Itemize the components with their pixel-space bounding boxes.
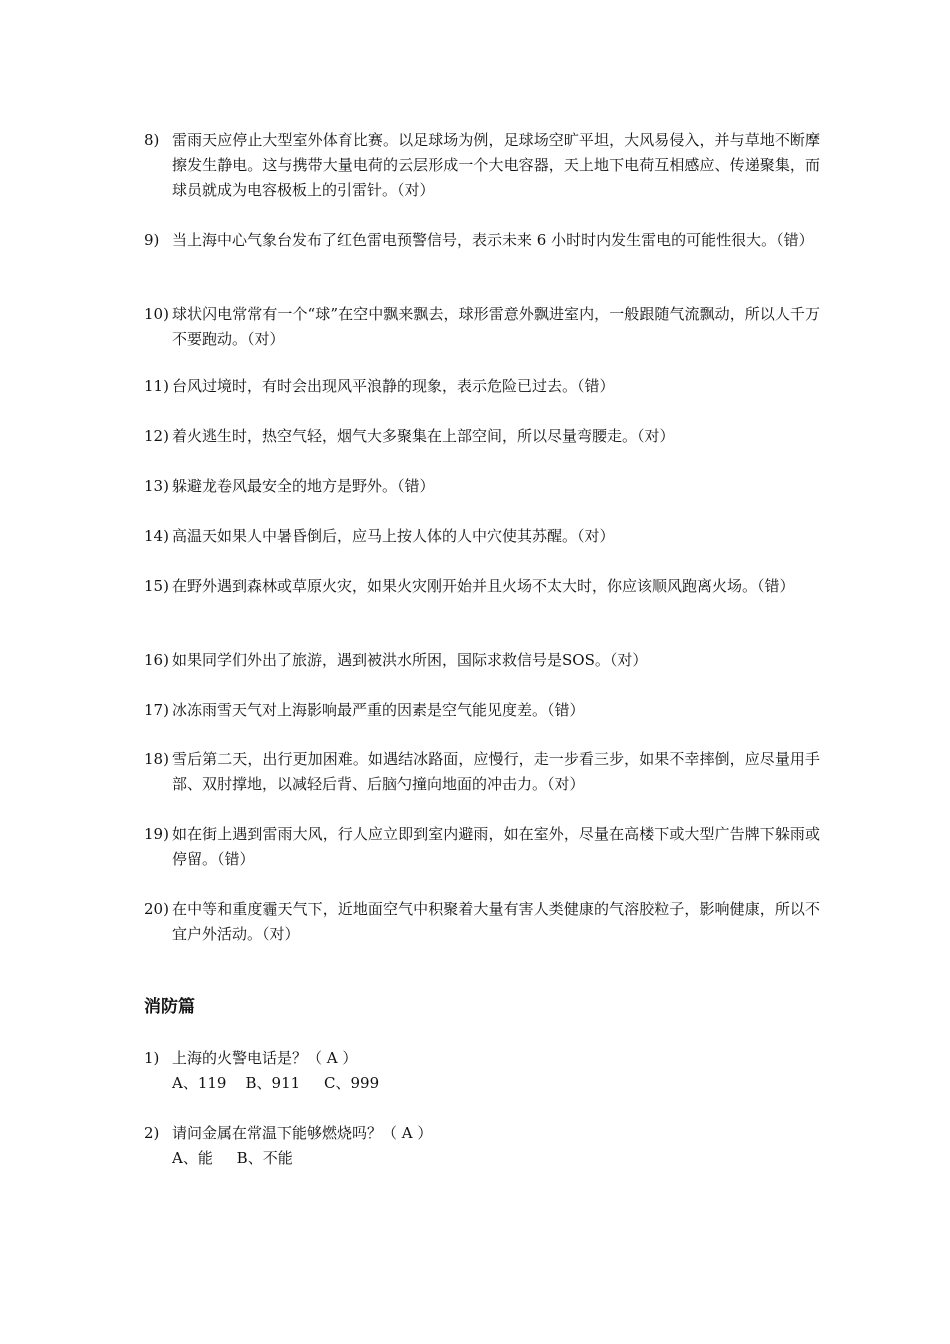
item-number: 1) xyxy=(144,1049,160,1067)
item-text: 在中等和重度霾天气下，近地面空气中积聚着大量有害人类健康的气溶胶粒子，影响健康，所以不宜户外活动。（对） xyxy=(172,900,820,943)
list-item xyxy=(144,897,820,947)
item-text: 雪后第二天，出行更加困难。如遇结冰路面，应慢行，走一步看三步，如果不幸摔倒，应尽量用手部、双肘撑地，以减轻后背、后脑勺撞向地面的冲击力。（对） xyxy=(172,750,820,793)
list-item xyxy=(144,698,820,723)
list-item xyxy=(144,128,820,203)
item-text: 球状闪电常常有一个“球”在空中飘来飘去，球形雷意外飘进室内，一般跟随气流飘动，所以人千万不要跑动。（对） xyxy=(172,305,820,348)
item-text: 当上海中心气象台发布了红色雷电预警信号，表示未来 6 小时时内发生雷电的可能性很大。（错） xyxy=(172,231,814,249)
item-number: 10) xyxy=(144,305,169,323)
item-number: 13) xyxy=(144,477,169,495)
question-item xyxy=(144,1121,820,1171)
list-item xyxy=(144,524,820,549)
answer-options: A、能 B、不能 xyxy=(172,1149,293,1167)
item-text: 雷雨天应停止大型室外体育比赛。以足球场为例，足球场空旷平坦，大风易侵入，并与草地不断摩擦发生静电。这与携带大量电荷的云层形成一个大电容器，天上地下电荷互相感应、传递聚集，而球员就成为电容极板上的引雷针。（对） xyxy=(172,131,820,199)
item-text: 着火逃生时，热空气轻，烟气大多聚集在上部空间，所以尽量弯腰走。（对） xyxy=(172,427,675,445)
item-number: 18) xyxy=(144,750,169,768)
list-item xyxy=(144,747,820,797)
question-item xyxy=(144,1046,820,1096)
item-number: 14) xyxy=(144,527,169,545)
item-text: 高温天如果人中暑昏倒后，应马上按人体的人中穴使其苏醒。（对） xyxy=(172,527,615,545)
item-text: 在野外遇到森林或草原火灾，如果火灾刚开始并且火场不太大时，你应该顺风跑离火场。（错） xyxy=(172,577,795,595)
question-text: 上海的火警电话是？（ A ） xyxy=(172,1049,358,1067)
item-text: 如果同学们外出了旅游，遇到被洪水所困，国际求救信号是SOS。（对） xyxy=(172,651,648,669)
question-text: 请问金属在常温下能够燃烧吗？（ A ） xyxy=(172,1124,433,1142)
item-number: 8) xyxy=(144,131,160,149)
item-number: 9) xyxy=(144,231,160,249)
answer-options: A、119 B、911 C、999 xyxy=(172,1074,380,1092)
item-text: 台风过境时，有时会出现风平浪静的现象，表示危险已过去。（错） xyxy=(172,377,615,395)
item-number: 11) xyxy=(144,377,169,395)
list-item xyxy=(144,302,820,352)
item-text: 如在街上遇到雷雨大风，行人应立即到室内避雨，如在室外，尽量在高楼下或大型广告牌下躲雨或停留。（错） xyxy=(172,825,820,868)
item-number: 19) xyxy=(144,825,169,843)
item-text: 冰冻雨雪天气对上海影响最严重的因素是空气能见度差。（错） xyxy=(172,701,585,719)
list-item xyxy=(144,228,820,253)
list-item xyxy=(144,374,820,399)
list-item xyxy=(144,648,820,673)
item-number: 17) xyxy=(144,701,169,719)
list-item xyxy=(144,474,820,499)
item-number: 16) xyxy=(144,651,169,669)
item-number: 15) xyxy=(144,577,169,595)
item-text: 躲避龙卷风最安全的地方是野外。（错） xyxy=(172,477,435,495)
item-number: 20) xyxy=(144,900,169,918)
section-title: 消防篇 xyxy=(144,997,195,1017)
item-number: 12) xyxy=(144,427,169,445)
list-item xyxy=(144,822,820,872)
list-item xyxy=(144,424,820,449)
list-item xyxy=(144,574,820,599)
item-number: 2) xyxy=(144,1124,160,1142)
